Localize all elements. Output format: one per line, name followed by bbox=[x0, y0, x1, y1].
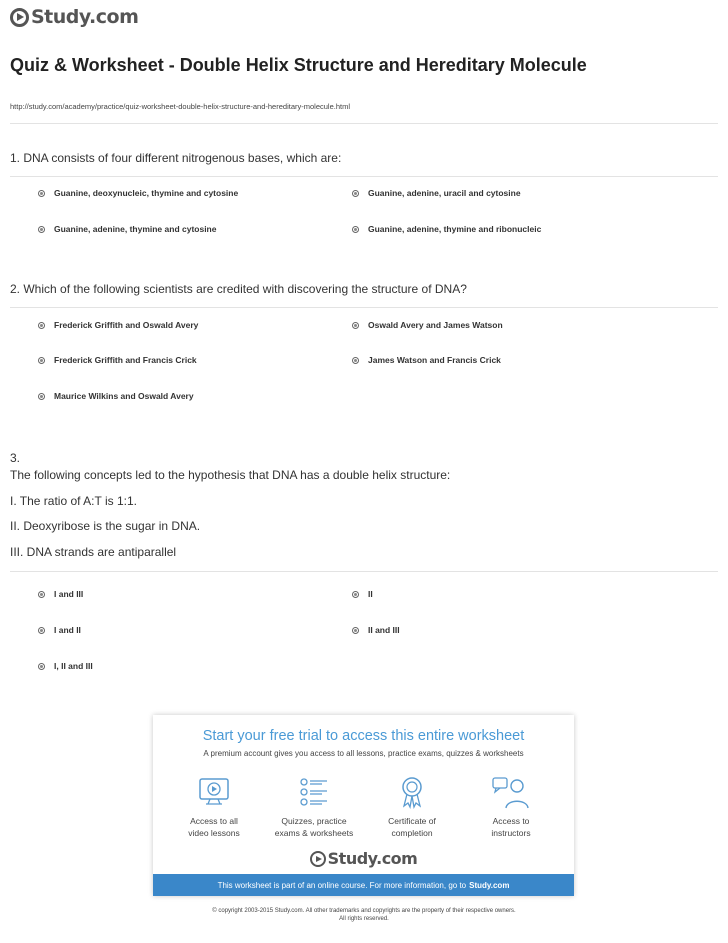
radio-icon[interactable] bbox=[38, 190, 45, 197]
feature-certificate: Certificate of completion bbox=[367, 775, 457, 839]
answer-option[interactable]: I and II bbox=[38, 625, 81, 635]
radio-icon[interactable] bbox=[352, 322, 359, 329]
radio-icon[interactable] bbox=[352, 591, 359, 598]
answer-option[interactable]: Frederick Griffith and Oswald Avery bbox=[38, 320, 198, 330]
radio-icon[interactable] bbox=[352, 190, 359, 197]
promo-info-bar: This worksheet is part of an online course. For more information, go to Study.com bbox=[153, 874, 574, 896]
answer-option[interactable]: James Watson and Francis Crick bbox=[352, 355, 501, 365]
answer-option[interactable]: Oswald Avery and James Watson bbox=[352, 320, 503, 330]
answer-option[interactable]: I and III bbox=[38, 589, 83, 599]
play-logo-icon bbox=[310, 851, 326, 867]
feature-instructors: Access to instructors bbox=[466, 775, 556, 839]
page-title: Quiz & Worksheet - Double Helix Structure and Hereditary Molecule bbox=[10, 55, 587, 75]
answer-option[interactable]: Guanine, adenine, thymine and cytosine bbox=[38, 224, 216, 234]
answer-option[interactable]: Guanine, adenine, uracil and cytosine bbox=[352, 188, 521, 198]
radio-icon[interactable] bbox=[38, 357, 45, 364]
radio-icon[interactable] bbox=[352, 226, 359, 233]
answer-option[interactable]: Maurice Wilkins and Oswald Avery bbox=[38, 391, 194, 401]
study-link[interactable]: Study.com bbox=[469, 880, 510, 890]
feature-video-lessons: Access to all video lessons bbox=[169, 775, 259, 839]
question-2-text: 2. Which of the following scientists are credited with discovering the structure of DNA? bbox=[10, 282, 467, 296]
answer-option[interactable]: II and III bbox=[352, 625, 400, 635]
radio-icon[interactable] bbox=[352, 357, 359, 364]
radio-icon[interactable] bbox=[38, 627, 45, 634]
question-3-statement: II. Deoxyribose is the sugar in DNA. bbox=[10, 519, 201, 533]
promo-study-logo[interactable]: Study.com bbox=[153, 849, 574, 868]
question-3-text: The following concepts led to the hypothesis that DNA has a double helix structure: bbox=[10, 468, 451, 482]
radio-icon[interactable] bbox=[38, 226, 45, 233]
answer-option[interactable]: Guanine, deoxynucleic, thymine and cytosine bbox=[38, 188, 238, 198]
free-trial-promo bbox=[153, 715, 574, 896]
study-logo[interactable] bbox=[10, 6, 138, 28]
radio-icon[interactable] bbox=[38, 663, 45, 670]
logo-text: Study.com bbox=[31, 6, 139, 28]
question-3-statement: III. DNA strands are antiparallel bbox=[10, 545, 177, 559]
page-url[interactable]: http://study.com/academy/practice/quiz-worksheet-double-helix-structure-and-hereditary-molecule.html bbox=[10, 102, 351, 111]
answer-option[interactable]: Guanine, adenine, thymine and ribonucleic bbox=[352, 224, 541, 234]
divider bbox=[10, 307, 718, 308]
question-3-number: 3. bbox=[10, 451, 21, 465]
list-icon bbox=[297, 775, 331, 809]
answer-option[interactable]: I, II and III bbox=[38, 661, 93, 671]
radio-icon[interactable] bbox=[38, 393, 45, 400]
divider bbox=[10, 571, 718, 572]
answer-option[interactable]: Frederick Griffith and Francis Crick bbox=[38, 355, 197, 365]
divider bbox=[10, 123, 718, 124]
feature-quizzes: Quizzes, practice exams & worksheets bbox=[269, 775, 359, 839]
divider bbox=[10, 176, 718, 177]
promo-subheading: A premium account gives you access to all lessons, practice exams, quizzes & worksheets bbox=[203, 749, 524, 758]
copyright-footer: © copyright 2003-2015 Study.com. All other trademarks and copyrights are the property of their respective owners. All rights reserved. bbox=[212, 908, 516, 922]
promo-heading[interactable]: Start your free trial to access this entire worksheet bbox=[202, 728, 525, 744]
question-1-text: 1. DNA consists of four different nitrogenous bases, which are: bbox=[10, 151, 342, 165]
video-icon bbox=[197, 775, 231, 809]
radio-icon[interactable] bbox=[38, 322, 45, 329]
play-logo-icon bbox=[10, 8, 29, 27]
question-3-statement: I. The ratio of A:T is 1:1. bbox=[10, 494, 137, 508]
radio-icon[interactable] bbox=[352, 627, 359, 634]
certificate-icon bbox=[395, 775, 429, 809]
answer-option[interactable]: II bbox=[352, 589, 373, 599]
radio-icon[interactable] bbox=[38, 591, 45, 598]
instructor-icon bbox=[491, 775, 531, 809]
